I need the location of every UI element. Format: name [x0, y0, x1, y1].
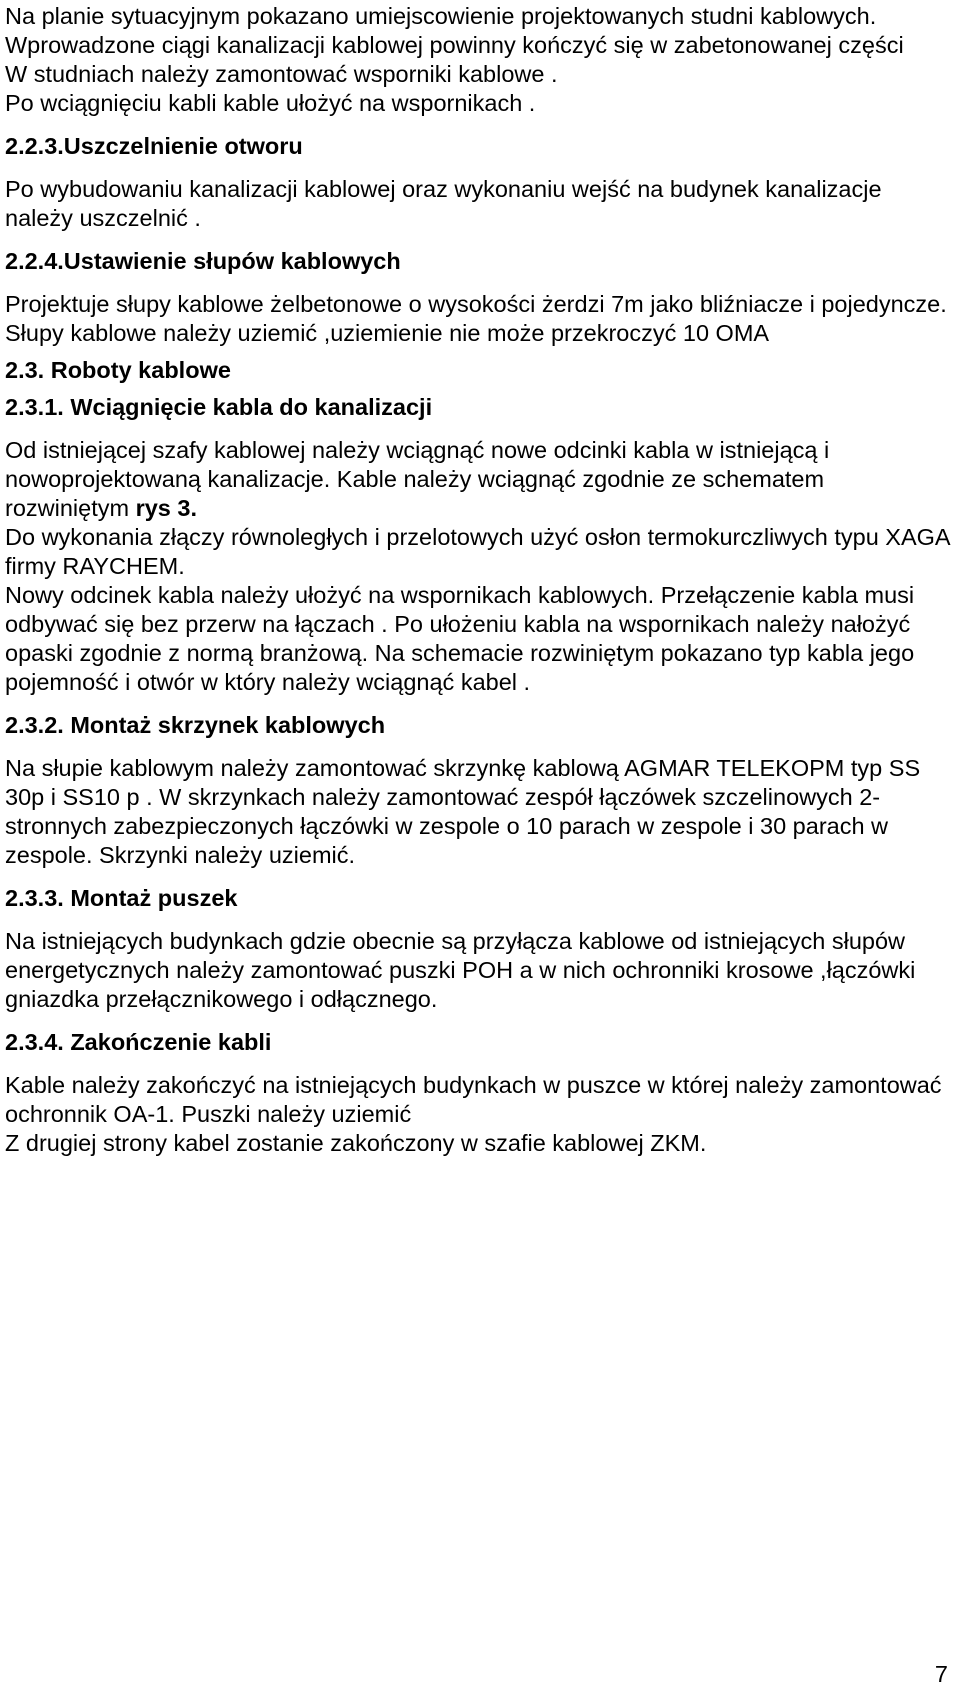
heading-2-2-4: 2.2.4.Ustawienie słupów kablowych [5, 248, 401, 274]
paragraph-2-3-1-1-text: Od istniejącej szafy kablowej należy wciągnąć nowe odcinki kabla w istniejącą i nowoprojektowaną kanalizacje. Kable należy wciągnąć zgodnie ze schematem rozwiniętym [5, 437, 830, 521]
paragraph-2-3-1-1 [5, 436, 950, 523]
intro-line-1: Na planie sytuacyjnym pokazano umiejscowienie projektowanych studni kablowych. [5, 3, 877, 29]
paragraph-2-3-1-2: Do wykonania złączy równoległych i przelotowych użyć osłon termokurczliwych typu XAGA firmy RAYCHEM. [5, 524, 950, 579]
heading-2-3-1: 2.3.1. Wciągnięcie kabla do kanalizacji [5, 394, 433, 420]
paragraph-2-2-4-2: Słupy kablowe należy uziemić ,uziemienie nie może przekroczyć 10 OMA [5, 320, 770, 346]
heading-2-2-3: 2.2.3.Uszczelnienie otworu [5, 133, 303, 159]
heading-2-3-4: 2.3.4. Zakończenie kabli [5, 1029, 272, 1055]
paragraph-2-3-1-3: Nowy odcinek kabla należy ułożyć na wspornikach kablowych. Przełączenie kabla musi odbywać się bez przerw na łączach . Po ułożeniu kabla na wspornikach należy nałożyć opaski zgodnie z normą branżową. Na schemacie rozwiniętym pokazano typ kabla jego pojemność i otwór w który należy wciągnąć kabel . [5, 582, 915, 695]
heading-2-3-3: 2.3.3. Montaż puszek [5, 885, 238, 911]
paragraph-2-3-4-2: Z drugiej strony kabel zostanie zakończony w szafie kablowej ZKM. [5, 1130, 707, 1156]
paragraph-2-3-3: Na istniejących budynkach gdzie obecnie są przyłącza kablowe od istniejących słupów energetycznych należy zamontować puszki POH a w nich ochronniki krosowe ,łączówki gniazdka przełącznikowego i odłącznego. [5, 928, 916, 1012]
figure-reference: rys 3. [135, 495, 198, 521]
intro-line-2: Wprowadzone ciągi kanalizacji kablowej powinny kończyć się w zabetonowanej części [5, 32, 904, 58]
heading-2-3: 2.3. Roboty kablowe [5, 357, 231, 383]
intro-line-3: W studniach należy zamontować wsporniki kablowe . [5, 61, 558, 87]
paragraph-2-2-4-1: Projektuje słupy kablowe żelbetonowe o wysokości żerdzi 7m jako bliźniacze i pojedyncze. [5, 291, 947, 317]
heading-2-3-2: 2.3.2. Montaż skrzynek kablowych [5, 712, 386, 738]
paragraph-2-2-3: Po wybudowaniu kanalizacji kablowej oraz wykonaniu wejść na budynek kanalizacje należy uszczelnić . [5, 176, 882, 231]
paragraph-2-3-2: Na słupie kablowym należy zamontować skrzynkę kablową AGMAR TELEKOPM typ SS 30p i SS10 p . W skrzynkach należy zamontować zespół łączówek szczelinowych 2-stronnych zabezpieczonych łączówki w zespole o 10 parach w zespole i 30 parach w zespole. Skrzynki należy uziemić. [5, 755, 921, 868]
intro-line-4: Po wciągnięciu kabli kable ułożyć na wspornikach . [5, 90, 536, 116]
paragraph-2-3-4-1: Kable należy zakończyć na istniejących budynkach w puszce w której należy zamontować ochronnik OA-1. Puszki należy uziemić [5, 1072, 942, 1127]
page-number: 7 [934, 1661, 948, 1687]
page-content [5, 2, 950, 1158]
